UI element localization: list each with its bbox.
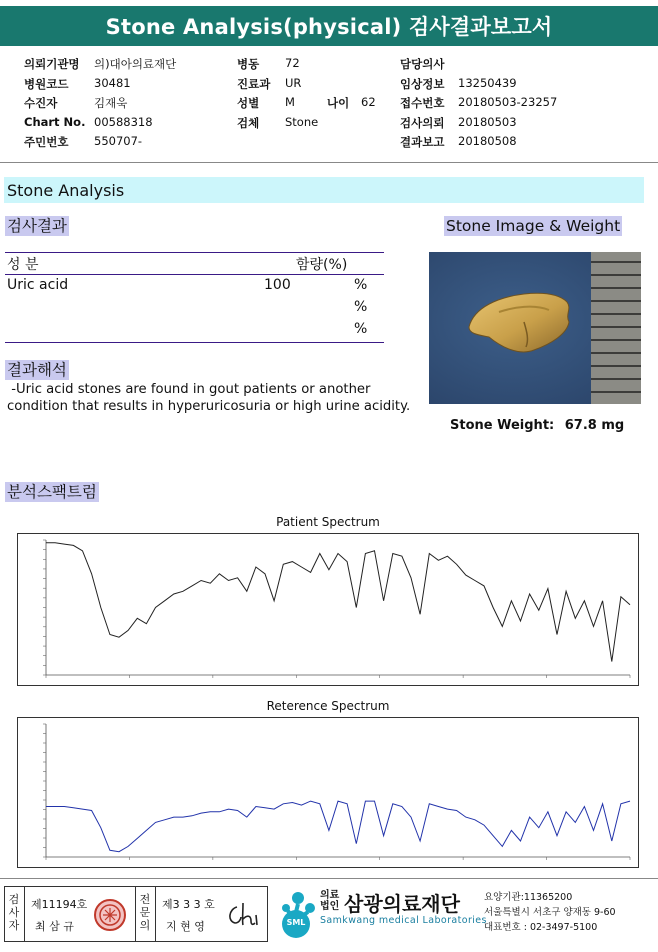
spectrum-line bbox=[46, 543, 630, 662]
header-value: 13250439 bbox=[458, 75, 517, 90]
header-row bbox=[400, 76, 650, 96]
header-value: 550707- bbox=[94, 134, 143, 148]
header-value: 의)대아의료재단 bbox=[94, 57, 177, 71]
inspector-name: 최 삼 규 bbox=[35, 920, 74, 933]
stone-weight bbox=[450, 418, 624, 433]
header-row bbox=[237, 76, 397, 96]
header-label: 검사의뢰 bbox=[400, 115, 445, 130]
table-top-line bbox=[5, 252, 384, 253]
header-label: 결과보고 bbox=[400, 135, 445, 149]
patient-spectrum-chart bbox=[17, 533, 639, 686]
signature-box bbox=[4, 886, 268, 942]
org-name: 삼광의료재단 bbox=[344, 892, 460, 916]
header-row bbox=[400, 134, 650, 154]
spectrum-line bbox=[46, 801, 630, 852]
org-contact bbox=[484, 890, 616, 935]
report-title: Stone Analysis(physical) 검사결과보고서 bbox=[0, 6, 658, 46]
header-label: 주민번호 bbox=[24, 135, 69, 149]
inspector-label: 검사자 bbox=[8, 893, 20, 932]
result-amount: 100 bbox=[264, 277, 291, 293]
header-col-3 bbox=[400, 56, 650, 154]
org-type: 의료법인 bbox=[320, 890, 340, 912]
column-header-component: 성 분 bbox=[7, 257, 39, 273]
inspector-no: 제11194호 bbox=[31, 898, 88, 911]
stone-photo bbox=[429, 252, 641, 404]
header-row bbox=[24, 115, 224, 135]
spectrum-heading: 분석스팩트럼 bbox=[7, 483, 97, 501]
header-label: 병동 bbox=[237, 57, 260, 71]
weight-value: 67.8 mg bbox=[564, 418, 625, 433]
header-label: 접수번호 bbox=[400, 96, 445, 110]
header-row bbox=[24, 76, 224, 96]
sml-logo-icon bbox=[272, 888, 322, 940]
header-label: 임상정보 bbox=[400, 76, 445, 91]
header-row bbox=[24, 95, 224, 115]
interpretation-text-line2: condition that results in hyperuricosuria or high urine acidity. bbox=[7, 399, 411, 414]
specialist-label: 전문의 bbox=[139, 893, 151, 932]
column-header-content: 함량(%) bbox=[296, 257, 348, 273]
header-row bbox=[237, 95, 397, 115]
seal-icon bbox=[93, 898, 127, 932]
image-heading: Stone Image & Weight bbox=[446, 217, 621, 235]
result-unit: % bbox=[354, 321, 368, 337]
header-row bbox=[400, 95, 650, 115]
result-unit: % bbox=[354, 299, 368, 315]
interpretation-heading: 결과해석 bbox=[7, 361, 67, 379]
header-divider bbox=[0, 162, 658, 163]
specialist-name: 지 현 영 bbox=[166, 920, 205, 933]
header-value: M bbox=[285, 95, 295, 109]
header-value: 72 bbox=[285, 56, 300, 70]
header-label: 검체 bbox=[237, 115, 260, 130]
reference-spectrum-title: Reterence Spectrum bbox=[266, 699, 390, 713]
divider bbox=[24, 887, 25, 941]
age-label: 나이 bbox=[327, 96, 350, 110]
patient-spectrum-title: Patient Spectrum bbox=[276, 515, 380, 529]
interpretation-text-line1: -Uric acid stones are found in gout patients or another bbox=[7, 382, 371, 397]
header-label: 병원코드 bbox=[24, 76, 69, 91]
axis-line bbox=[46, 724, 630, 857]
reference-spectrum-svg bbox=[18, 718, 638, 867]
header-value: Stone bbox=[285, 114, 319, 129]
reference-spectrum-chart bbox=[17, 717, 639, 868]
result-component: Uric acid bbox=[7, 277, 69, 293]
footer-divider bbox=[0, 878, 658, 879]
header-col-1 bbox=[24, 56, 224, 154]
org-address: 서울특별시 서초구 양재동 9-60 bbox=[484, 907, 616, 918]
result-heading: 검사결과 bbox=[7, 217, 67, 235]
age-value: 62 bbox=[361, 95, 376, 109]
specialist-no: 제3 3 3 호 bbox=[162, 898, 215, 911]
header-label: 담당의사 bbox=[400, 57, 445, 71]
org-name-en: Samkwang medical Laboratories bbox=[320, 915, 487, 926]
header-col-2 bbox=[237, 56, 397, 134]
table-header-line bbox=[5, 274, 384, 275]
header-row bbox=[237, 115, 397, 135]
header-label: 성별 bbox=[237, 96, 260, 110]
header-label: 수진자 bbox=[24, 96, 58, 110]
section-title: Stone Analysis bbox=[7, 180, 125, 200]
org-code: 요양기관:11365200 bbox=[484, 892, 573, 903]
signature-icon bbox=[223, 899, 263, 931]
header-value: 김재욱 bbox=[94, 96, 128, 110]
header-value: 00588318 bbox=[94, 114, 153, 129]
divider bbox=[135, 887, 136, 941]
header-value: 20180508 bbox=[458, 134, 517, 148]
header-label: Chart No. bbox=[24, 114, 86, 129]
header-value: UR bbox=[285, 75, 302, 90]
section-stone-analysis bbox=[4, 177, 644, 203]
patient-spectrum-svg bbox=[18, 534, 638, 685]
header-row bbox=[237, 56, 397, 76]
header-value: 30481 bbox=[94, 75, 131, 90]
weight-label: Stone Weight: bbox=[450, 418, 555, 433]
header-row bbox=[24, 134, 224, 154]
table-bottom-line bbox=[5, 342, 384, 343]
divider bbox=[155, 887, 156, 941]
header-row bbox=[24, 56, 224, 76]
header-label: 진료과 bbox=[237, 76, 271, 91]
logo-text: SML bbox=[286, 918, 306, 927]
header-value: 20180503-23257 bbox=[458, 95, 558, 109]
axis-line bbox=[46, 540, 630, 675]
result-unit: % bbox=[354, 277, 368, 293]
org-phone: 대표번호 : 02-3497-5100 bbox=[484, 922, 598, 933]
header-row bbox=[400, 56, 650, 76]
header-value: 20180503 bbox=[458, 114, 517, 129]
header-row bbox=[400, 115, 650, 135]
header-label: 의뢰기관명 bbox=[24, 57, 80, 71]
